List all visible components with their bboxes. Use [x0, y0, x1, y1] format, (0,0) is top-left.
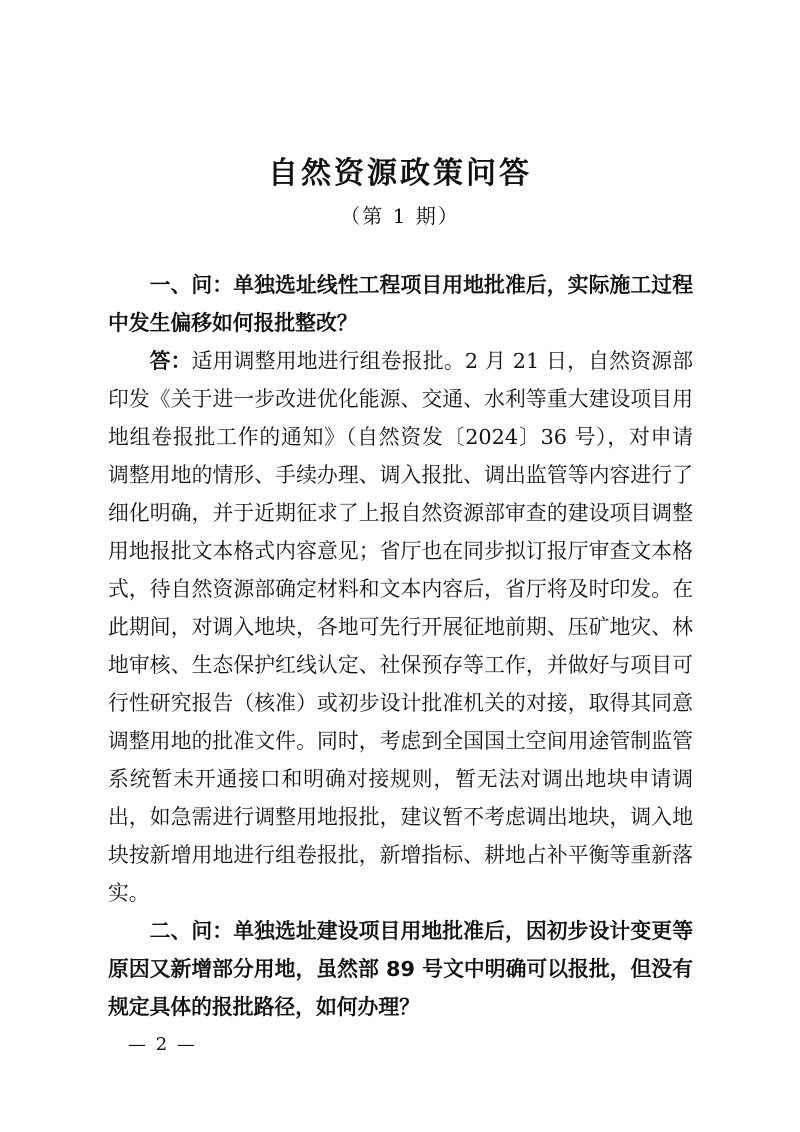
document-title: 自然资源政策问答 [268, 156, 532, 191]
issue-number: （第 1 期） [340, 204, 460, 228]
question-1: 一、问：单独选址线性工程项目用地批准后，实际施工过程中发生偏移如何报批整改？ [108, 273, 693, 335]
document-body [108, 266, 693, 1026]
answer-1-text: 适用调整用地进行组卷报批。2 月 21 日，自然资源部印发《关于进一步改进优化能源、交通、水利等重大建设项目用地组卷报批工作的通知》（自然资发〔2024〕36 号），对申请调整用地的情形、手续办理、调入报批、调出监管等内容进行了细化明确，并于近期征求了上报自然资源部审查的建设项目调整用地报批文本格式内容意见；省厅也在同步拟订报厅审查文本格式，待自然资源部确定材料和文本内容后，省厅将及时印发。在此期间，对调入地块，各地可先行开展征地前期、压矿地灾、林地审核、生态保护红线认定、社保预存等工作，并做好与项目可行性研究报告（核准）或初步设计批准机关的对接，取得其同意调整用地的批准文件。同时，考虑到全国国土空间用途管制监管系统暂未开通接口和明确对接规则，暂无法对调出地块申请调出，如急需进行调整用地报批，建议暂不考虑调出地块，调入地块按新增用地进行组卷报批，新增指标、耕地占补平衡等重新落实。 [108, 349, 694, 905]
question-2: 二、问：单独选址建设项目用地批准后，因初步设计变更等原因又新增部分用地，虽然部 89 号文中明确可以报批，但没有规定具体的报批路径，如何办理？ [108, 919, 693, 1019]
page-number: — 2 — [128, 1034, 197, 1055]
answer-label: 答： [149, 349, 192, 373]
answer-1 [108, 342, 693, 912]
